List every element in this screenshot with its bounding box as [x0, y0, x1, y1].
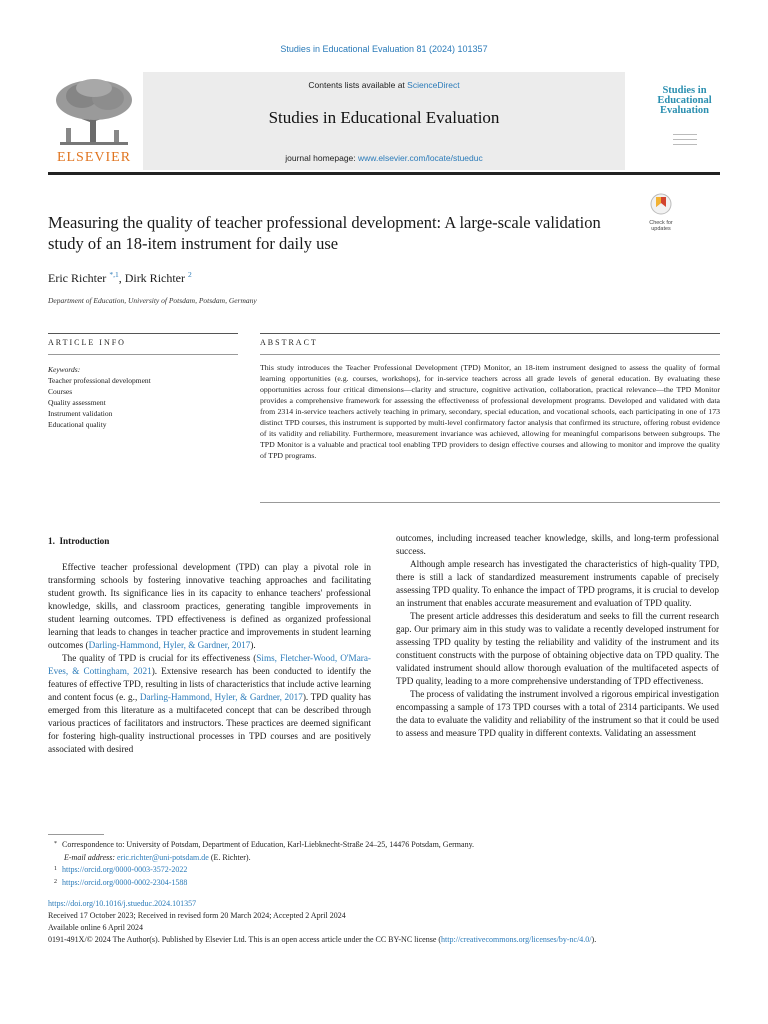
keyword: Teacher professional development — [48, 376, 151, 385]
elsevier-logo[interactable] — [48, 72, 140, 170]
abstract-heading: ABSTRACT — [260, 338, 318, 347]
paragraph-text: ). — [250, 640, 256, 650]
license-line — [48, 934, 728, 946]
crossmark-label — [646, 220, 676, 232]
author-marks[interactable]: 2 — [188, 270, 192, 279]
homepage-prefix: journal homepage: — [285, 153, 359, 163]
author-marks[interactable]: *,1 — [109, 270, 119, 279]
cover-title-line-1: Studies in — [662, 85, 707, 96]
divider — [48, 333, 238, 334]
footnote-mark: 2 — [54, 878, 57, 885]
crossmark-label-2: updates — [651, 226, 671, 232]
orcid-note — [48, 864, 728, 877]
section-number: 1. — [48, 536, 55, 546]
keywords-label: Keywords: — [48, 365, 81, 374]
journal-citation[interactable]: Studies in Educational Evaluation 81 (2024) 101357 — [280, 44, 488, 54]
email-suffix: (E. Richter). — [208, 852, 251, 862]
crossmark-icon — [650, 193, 672, 215]
paragraph-text: Effective teacher professional development (TPD) can play a pivotal role in transforming schools by fostering innovative teaching approaches and facilitating student growth. Its significance lies in its capacity to enhance teachers' professional knowledge, skills, and classroom practices, generating tangible improvements in student learning outcomes. TPD effectiveness is defined as organized professional learning that leads to changes in teacher practice and improvements in student learning outcomes ( — [48, 562, 371, 650]
journal-homepage-link[interactable]: www.elsevier.com/locate/stueduc — [358, 153, 483, 163]
paragraph: outcomes, including increased teacher knowledge, skills, and long-term professional success. — [396, 533, 719, 556]
article-title: Measuring the quality of teacher professional development: A large-scale validation study of an 18-item instrument for daily use — [48, 213, 601, 253]
orcid-link[interactable]: https://orcid.org/0000-0003-3572-2022 — [62, 865, 188, 874]
article-metadata — [48, 898, 728, 946]
keyword: Quality assessment — [48, 398, 106, 407]
paragraph-text: ). TPD quality has emerged from this literature as a multifaceted concept that can be described through various practices of facilitators and instructors. These practices are deemed significant for fostering high-quality instructional processes in TPD courses and are positively associated with desired — [48, 692, 371, 754]
keyword: Educational quality — [48, 420, 107, 429]
abstract-text: This study introduces the Teacher Professional Development (TPD) Monitor, an 18-item instrument designed to assess the quality of formal learning opportunities (e.g. courses, workshops), for in-service teachers across all grade levels of general education. By evaluating these opportunities across four critical dimensions—clarity and structure, cognitive activation, collaboration, practical relevance—the TPD Monitor provides a comprehensive framework for assessing the effectiveness of professional development programs. Developed and validated with data from 2314 in-service teachers actively teaching in primary, secondary, special education, and vocational schools, each participating in one of 173 distinct TPD courses, this instrument is supported by multi-level confirmatory factor analysis that confirmed its structure, offering robust evidence of its validity and reliability. Furthermore, measurement invariance was achieved, allowing for meaningful comparisons between subgroups. The TPD Monitor is a valuable and practical tool enabling TPD providers to design effective courses and allowing to monitor and improve the quality of TPD programs. — [260, 363, 720, 460]
author-separator: , — [118, 271, 125, 285]
publisher-name: ELSEVIER — [56, 150, 132, 165]
affiliation: Department of Education, University of Potsdam, Potsdam, Germany — [48, 296, 257, 305]
paragraph-text: The quality of TPD is crucial for its effectiveness ( — [62, 653, 257, 663]
homepage-line — [143, 153, 625, 163]
correspondence-text: Correspondence to: University of Potsdam, Department of Education, Karl-Liebknecht-Straße 24–25, 14476 Potsdam, Germany. — [62, 840, 475, 849]
correspondence-note — [48, 839, 728, 852]
journal-cover[interactable] — [649, 72, 720, 164]
orcid-link[interactable]: https://orcid.org/0000-0002-2304-1588 — [62, 877, 188, 887]
footnotes — [48, 839, 728, 889]
masthead-rule — [48, 172, 720, 175]
body-column-right — [396, 532, 719, 740]
article-info-heading: ARTICLE INFO — [48, 338, 126, 347]
crossmark-label-1: Check for — [649, 220, 673, 226]
citation-link[interactable]: Sims, Fletcher-Wood, O'Mara-Eves, & Cottingham, 2021 — [48, 653, 371, 676]
divider — [260, 354, 720, 355]
author-list — [48, 270, 192, 286]
contents-prefix: Contents lists available at — [308, 80, 408, 90]
footnote-rule — [48, 834, 104, 835]
license-link[interactable]: http://creativecommons.org/licenses/by-nc/4.0/ — [441, 935, 592, 944]
orcid-note — [48, 877, 728, 890]
paragraph — [48, 652, 371, 756]
citation-link[interactable]: Darling-Hammond, Hyler, & Gardner, 2017 — [88, 640, 251, 650]
journal-title: Studies in Educational Evaluation — [268, 108, 500, 127]
received-dates: Received 17 October 2023; Received in revised form 20 March 2024; Accepted 2 April 2024 — [48, 911, 346, 920]
paragraph: Although ample research has investigated the characteristics of high-quality TPD, there is still a lack of standardized measurement instruments capable of precisely assessing TPD quality. To enhance the impact of TPD programs, it is crucial to develop an instrument that enables accurate measurement and evaluation of TPD quality. — [396, 559, 719, 608]
keyword: Instrument validation — [48, 409, 113, 418]
license-suffix: ). — [591, 935, 597, 944]
divider — [260, 333, 720, 334]
license-text: 0191-491X/© 2024 The Author(s). Published by Elsevier Ltd. This is an open access article under the CC BY-NC license ( — [48, 935, 442, 944]
divider — [260, 502, 720, 503]
email-link[interactable]: eric.richter@uni-potsdam.de — [117, 852, 209, 862]
body-column-left — [48, 535, 371, 756]
cover-title — [649, 86, 720, 116]
author-name: Dirk Richter — [124, 271, 186, 285]
cover-decoration — [673, 134, 697, 154]
tree-icon — [52, 76, 136, 150]
divider — [48, 354, 238, 355]
keyword: Courses — [48, 387, 73, 396]
sciencedirect-link[interactable]: ScienceDirect — [407, 80, 460, 90]
online-date: Available online 6 April 2024 — [48, 923, 143, 932]
journal-masthead — [48, 72, 720, 170]
paragraph — [48, 561, 371, 652]
keywords-list — [48, 364, 238, 430]
footnote-mark: 1 — [54, 866, 57, 872]
paragraph-text: ). Extensive research has been conducted to identify the features of effective TPD, resulting in lists of characteristics that include active learning and content focus (e. g., — [48, 666, 372, 702]
paragraph: The process of validating the instrument involved a rigorous empirical investigation encompassing a sample of 173 TPD courses with a total of 2314 participants. We used the data to evaluate the validity and reliability of the instrument so that it could be used to assess and measure TPD quality in different contexts. Validating an assessment — [396, 689, 719, 738]
contents-line — [143, 80, 625, 90]
section-title: Introduction — [59, 536, 110, 546]
section-heading — [48, 535, 371, 548]
citation-link[interactable]: Darling-Hammond, Hyler, & Gardner, 2017 — [139, 692, 303, 702]
cover-title-line-2: Educational — [657, 95, 712, 106]
masthead-center — [143, 72, 625, 170]
crossmark-badge[interactable] — [646, 193, 676, 232]
email-label: E-mail address: — [64, 852, 118, 862]
doi-link[interactable]: https://doi.org/10.1016/j.stueduc.2024.101357 — [48, 899, 197, 908]
paragraph: The present article addresses this desideratum and seeks to fill the current research gap. Our primary aim in this study was to validate a recently developed instrument for assessing TPD quality by testing the reliability and validity of the instrument and its constituent constructs with the purpose of obtaining objective data on TPD quality. The validated instrument should allow thorough evaluation of the multifaceted aspects of TPD quality, leading to a more comprehensive understanding of TPD effectiveness. — [396, 611, 719, 686]
cover-title-line-3: Evaluation — [659, 105, 709, 116]
author-name: Eric Richter — [48, 271, 107, 285]
email-note — [48, 852, 728, 865]
footnote-mark: * — [54, 841, 57, 847]
